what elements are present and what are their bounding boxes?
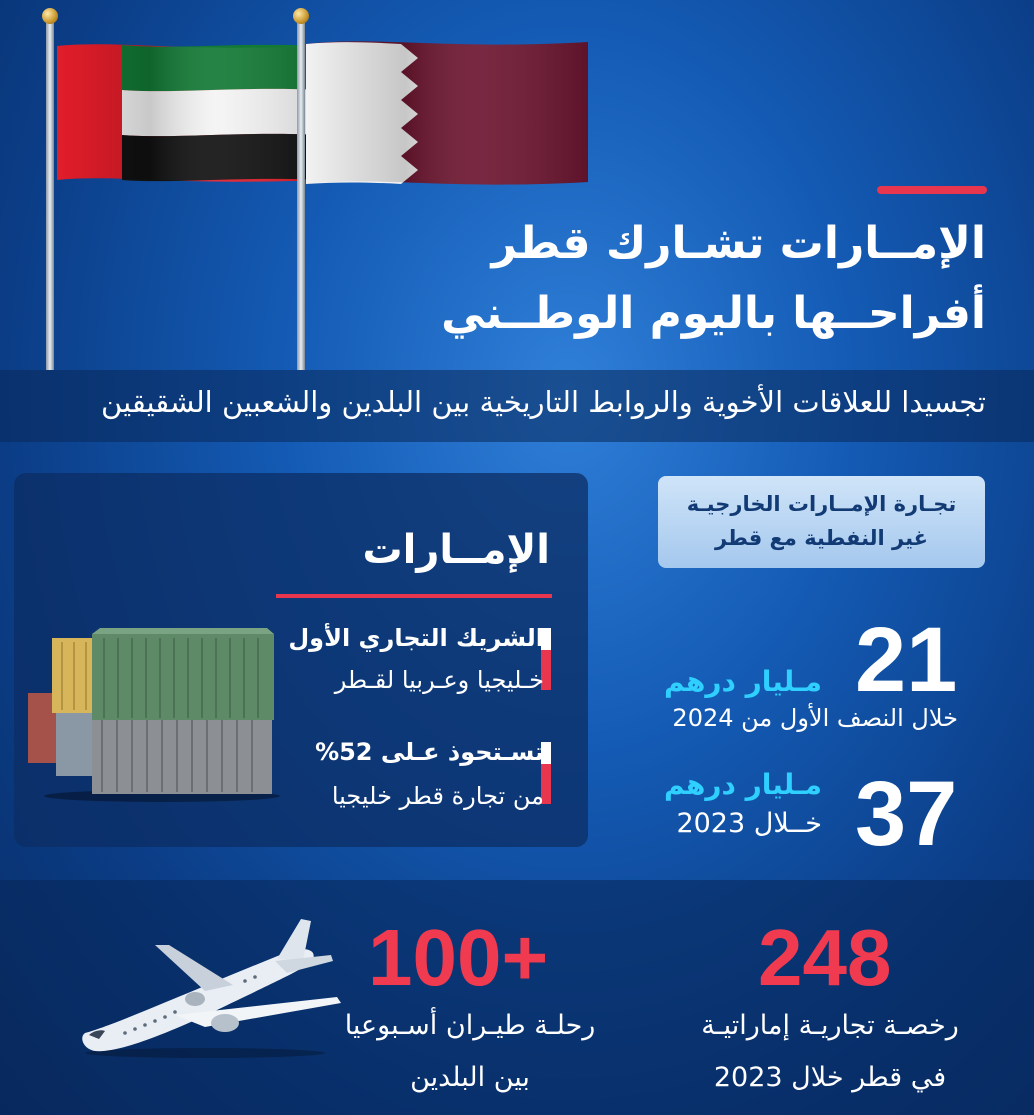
fact2-line1: تسـتحوذ عـلى 52%: [315, 738, 544, 766]
headline-line2: أفراحــها باليوم الوطــني: [441, 288, 986, 339]
uae-card-divider: [276, 594, 552, 598]
flights-line1: رحلـة طيـران أسـبوعيا: [344, 1010, 596, 1041]
stat2-unit: مـليار درهم: [663, 768, 822, 801]
licenses-line2: في قطر خلال 2023: [713, 1062, 947, 1093]
qatar-pole-finial: [293, 8, 309, 24]
uae-flag-pole: [46, 18, 54, 370]
licenses-caption: [660, 1000, 1000, 1104]
fact2-line2: من تجارة قطر خليجيا: [331, 782, 544, 810]
uae-flag-icon: [57, 40, 322, 186]
licenses-value: 248: [758, 913, 892, 1002]
headline-line1: الإمــارات تشـارك قطر: [491, 218, 986, 269]
flights-caption: [300, 1000, 640, 1104]
qatar-flag-pole: [297, 18, 305, 370]
flights-line2: بين البلدين: [410, 1062, 530, 1093]
shipping-containers-icon: [22, 628, 282, 803]
flights-value: 100+: [368, 913, 549, 1002]
stat2-value: 37: [855, 763, 958, 865]
stat1-value: 21: [855, 609, 958, 711]
uae-card-title: الإمــارات: [362, 527, 550, 573]
trade-label-line2: غير النفطية مع قطر: [714, 526, 929, 550]
stat1-caption: خلال النصف الأول من 2024: [672, 704, 958, 732]
subtitle: تجسيدا للعلاقات الأخوية والروابط التاريخية بين البلدين والشعبين الشقيقين: [101, 385, 986, 419]
qatar-flag-icon: [306, 36, 588, 188]
fact1-line2: خـليجيا وعـربيا لقـطر: [334, 666, 544, 694]
uae-pole-finial: [42, 8, 58, 24]
stat2-caption: خــلال 2023: [676, 808, 822, 839]
trade-label-box: [658, 476, 985, 568]
trade-label-line1: تجـارة الإمــارات الخارجيـة: [686, 492, 957, 516]
licenses-line1: رخصـة تجاريـة إماراتيـة: [701, 1010, 959, 1041]
stat1-unit: مـليار درهم: [663, 665, 822, 698]
headline-accent-bar: [877, 186, 987, 194]
fact1-line1: الشريك التجاري الأول: [288, 624, 544, 652]
